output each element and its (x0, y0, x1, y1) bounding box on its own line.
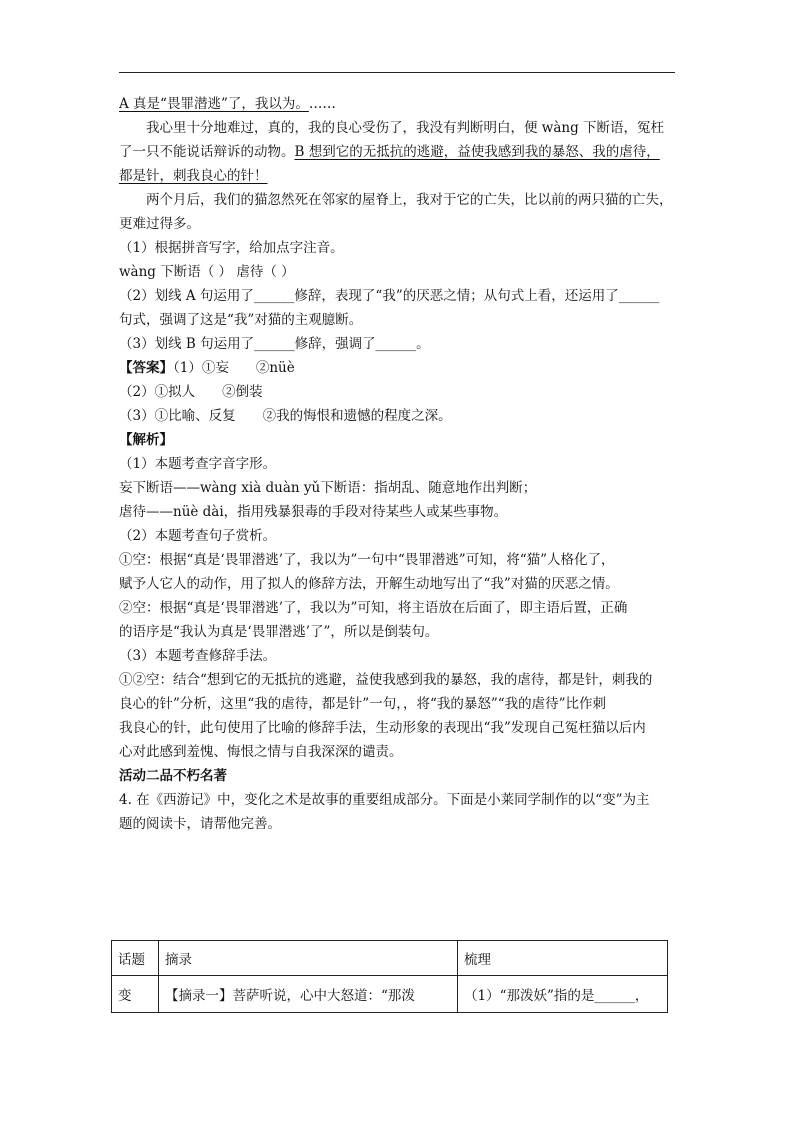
table-cell: （1）“那泼妖”指的是______， (458, 976, 668, 1013)
question-4-line-1: 4. 在《西游记》中，变化之术是故事的重要组成部分。下面是小莱同学制作的以“变”为主 (119, 792, 650, 808)
analysis-label: 【解析】 (119, 432, 173, 448)
question-2-line-1: （2）划线 A 句运用了______修辞，表现了“我”的厌恶之情；从句式上看，还运用了______ (119, 288, 660, 304)
underlined-sentence-b: B 想到它的无抵抗的逃避，益使我感到我的暴怒、我的虐待， (294, 144, 660, 160)
answer-label: 【答案】 (119, 360, 173, 376)
analysis-line: 的语序是“我认为真是‘畏罪潜逃’了”，所以是倒装句。 (119, 624, 439, 640)
underlined-sentence-b-cont: 都是针，刺我良心的针！ (119, 168, 268, 184)
header-rule (119, 72, 675, 73)
table-header-cell: 梳理 (458, 941, 668, 976)
analysis-line: ①空：根据“真是‘畏罪潜逃’了，我以为”一句中“畏罪潜逃”可知，将“猫”人格化了， (119, 552, 615, 568)
document-body (119, 92, 675, 836)
analysis-line: 妄下断语——wàng xià duàn yǔ下断语：指胡乱、随意地作出判断； (119, 480, 537, 496)
answer-line-2: （2）①拟人 ②倒装 (119, 384, 263, 400)
question-3: （3）划线 B 句运用了______修辞，强调了______。 (119, 336, 430, 352)
analysis-line: ①②空：结合“想到它的无抵抗的逃避，益使我感到我的暴怒，我的虐待，都是针，刺我的 (119, 672, 653, 688)
answer-line-1: 【答案】（1）①妄 ②nüè (119, 360, 295, 376)
analysis-line: 赋予人它人的动作，用了拟人的修辞方法，开解生动地写出了“我”对猫的厌恶之情。 (119, 576, 619, 592)
passage-sentence-a: A 真是“畏罪潜逃”了，我以为。…… (119, 96, 336, 112)
passage-paragraph-3-line-2: 更难过得多。 (119, 216, 200, 232)
analysis-line: （3）本题考查修辞手法。 (119, 648, 277, 664)
analysis-line: 心对此感到羞愧、悔恨之情与自我深深的谴责。 (119, 744, 403, 760)
table-cell: 【摘录一】菩萨听说，心中大怒道：“那泼 (159, 976, 458, 1013)
passage-paragraph-2-line-3 (119, 164, 675, 188)
question-1: （1）根据拼音写字，给加点字注音。 (119, 240, 344, 256)
question-2-line-2: 句式，强调了这是“我”对猫的主观臆断。 (119, 312, 363, 328)
table-cell: 变 (112, 976, 159, 1013)
table-header-row (112, 941, 668, 976)
table-row (112, 976, 668, 1013)
analysis-line: （2）本题考查句子赏析。 (119, 528, 277, 544)
reading-card-table (111, 940, 668, 1013)
analysis-line: 我良心的针，此句使用了比喻的修辞手法，生动形象的表现出“我”发现自己冤枉猫以后内 (119, 720, 646, 736)
question-4-line-2: 题的阅读卡，请帮他完善。 (119, 816, 281, 832)
answer-line-3: （3）①比喻、反复 ②我的悔恨和遗憾的程度之深。 (119, 408, 452, 424)
table-header-cell: 摘录 (159, 941, 458, 976)
analysis-line: 良心的针”分析，这里“我的虐待，都是针”一句，，将“我的暴怒”“我的虐待”比作刺 (119, 696, 607, 712)
passage-paragraph-2-line-2: 了一只不能说话辩诉的动物。B 想到它的无抵抗的逃避，益使我感到我的暴怒、我的虐待， (119, 144, 660, 160)
activity-heading: 活动二品不朽名著 (119, 768, 227, 784)
table-header-cell: 话题 (112, 941, 159, 976)
question-1-blanks: wàng 下断语（ ） 虐待（ ） (119, 264, 295, 280)
underlined-sentence-a: A 真是“畏罪潜逃”了，我以为。 (119, 96, 309, 112)
passage-paragraph-3-line-1: 两个月后，我们的猫忽然死在邻家的屋脊上，我对于它的亡失，比以前的两只猫的亡失， (146, 192, 673, 208)
passage-paragraph-2-line-1: 我心里十分地难过，真的，我的良心受伤了，我没有判断明白，便 wàng 下断语，冤枉 (146, 120, 665, 136)
analysis-line: ②空：根据“真是‘畏罪潜逃’了，我以为”可知，将主语放在后面了，即主语后置，正确 (119, 600, 628, 616)
analysis-line: （1）本题考查字音字形。 (119, 456, 277, 472)
analysis-line: 虐待——nüè dài，指用残暴狠毒的手段对待某些人或某些事物。 (119, 504, 508, 520)
